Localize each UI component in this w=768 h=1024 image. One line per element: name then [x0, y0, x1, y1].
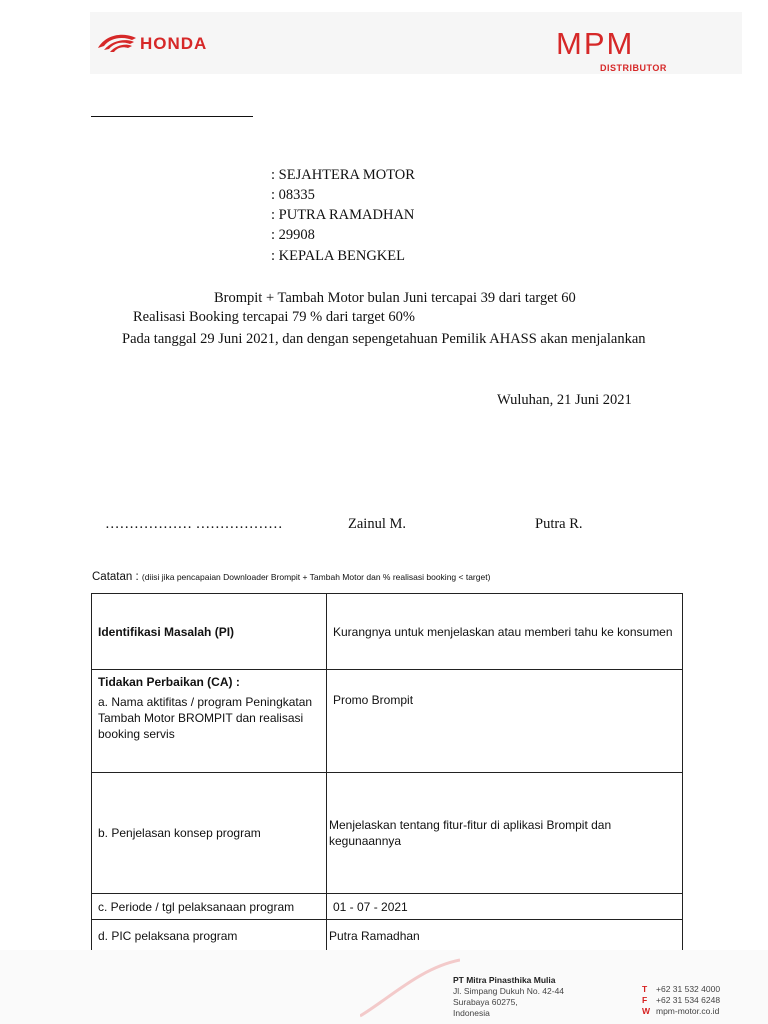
footer-web[interactable]: mpm-motor.co.id — [656, 1006, 720, 1016]
dealer-code: : 08335 — [271, 187, 315, 203]
ca-c-value: 01 - 07 - 2021 — [327, 894, 683, 920]
signature-zainul: Zainul M. — [348, 516, 406, 532]
footer-address-line1: Jl. Simpang Dukuh No. 42-44 — [453, 986, 565, 996]
place-date: Wuluhan, 21 Juni 2021 — [497, 392, 632, 408]
footer-phone-row — [642, 984, 720, 995]
ca-b-label: b. Penjelasan konsep program — [92, 773, 327, 894]
table-row — [92, 920, 683, 952]
booking-line: Realisasi Booking tercapai 79 % dari target 60% — [133, 309, 415, 325]
mpm-logo-text: MPM — [556, 28, 635, 61]
honda-wing-icon — [96, 28, 246, 56]
footer-address — [453, 975, 564, 1019]
footer-swoosh — [360, 958, 460, 1023]
notes-condition: (diisi jika pencapaian Downloader Brompit + Tambah Motor dan % realisasi booking < target) — [141, 572, 491, 582]
footer-company: PT Mitra Pinasthika Mulia — [453, 975, 556, 985]
signature-putra: Putra R. — [535, 516, 583, 532]
pi-value: Kurangnya untuk menjelaskan atau memberi tahu ke konsumen — [327, 594, 683, 670]
intro-paragraph: Pada tanggal 29 Juni 2021, dan dengan sepengetahuan Pemilik AHASS akan menjalankan — [122, 331, 646, 347]
ca-d-value: Putra Ramadhan — [327, 920, 683, 952]
employee-position: : KEPALA BENGKEL — [271, 248, 405, 264]
table-row — [92, 594, 683, 670]
table-row — [92, 894, 683, 920]
ca-b-value: Menjelaskan tentang fitur-fitur di aplikasi Brompit dan kegunaannya — [327, 773, 683, 894]
notes-table — [91, 593, 683, 952]
honda-logo — [96, 28, 246, 61]
ca-title: Tidakan Perbaikan (CA) : — [98, 675, 240, 689]
achievement-line: Brompit + Tambah Motor bulan Juni tercapai 39 dari target 60 — [214, 290, 576, 306]
mpm-subtitle: DISTRIBUTOR — [600, 63, 667, 73]
footer-fax-row — [642, 995, 720, 1006]
honda-logo-text: HONDA — [140, 34, 208, 53]
notes-label — [92, 571, 490, 583]
ca-c-label: c. Periode / tgl pelaksanaan program — [92, 894, 327, 920]
footer-web-row — [642, 1006, 720, 1017]
footer-phone: +62 31 532 4000 — [656, 984, 721, 994]
notes-title: Catatan : — [92, 571, 139, 583]
ca-a-value: Promo Brompit — [327, 670, 683, 773]
ca-d-label: d. PIC pelaksana program — [92, 920, 327, 952]
header-rule — [91, 116, 253, 117]
employee-name: : PUTRA RAMADHAN — [271, 207, 415, 223]
employee-id: : 29908 — [271, 227, 315, 243]
ca-a-label: a. Nama aktifitas / program Peningkatan Tambah Motor BROMPIT dan realisasi booking servis — [98, 695, 313, 741]
footer-fax: +62 31 534 6248 — [656, 995, 721, 1005]
phone-letter: T — [642, 984, 648, 994]
ca-a-cell — [92, 670, 327, 773]
mpm-logo — [554, 28, 674, 79]
table-row — [92, 670, 683, 773]
pi-label: Identifikasi Masalah (PI) — [92, 594, 327, 670]
footer-contacts — [642, 984, 720, 1017]
dealer-name: : SEJAHTERA MOTOR — [271, 167, 415, 183]
signature-blank: ……………… ……………… — [105, 516, 283, 532]
footer-address-line2: Surabaya 60275, — [453, 997, 518, 1007]
footer-address-line3: Indonesia — [453, 1008, 490, 1018]
fax-letter: F — [642, 995, 648, 1005]
table-row — [92, 773, 683, 894]
web-letter: W — [642, 1006, 651, 1016]
